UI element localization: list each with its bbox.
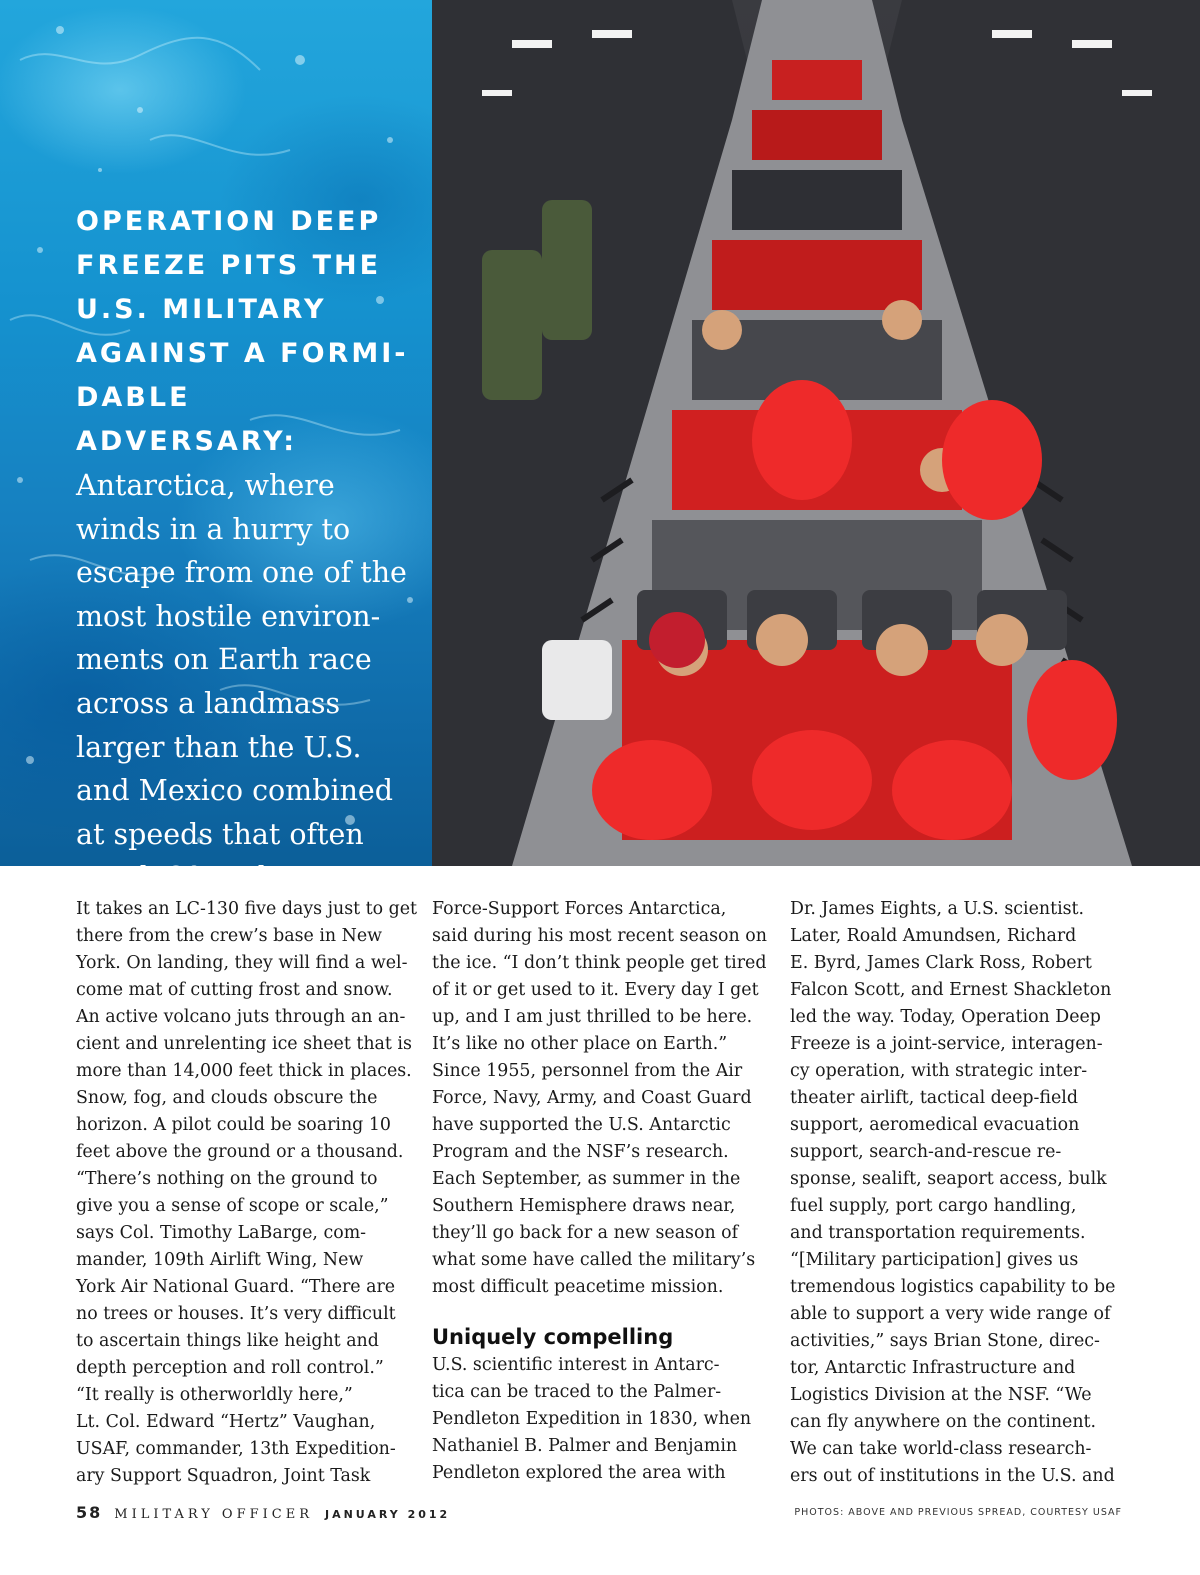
paragraph: It takes an LC-130 five days just to get there from the crew’s base in New York. On landing, they will find a wel- come mat of cutting frost and snow. An active volcano juts through an an- cient and unrelenting ice sheet that is more than 14,000 feet thick in places.: [76, 899, 418, 1081]
paragraph: U.S. scientific interest in Antarc- tica can be traced to the Palmer- Pendleton Expedition in 1830, when Nathaniel B. Palmer and Benjamin Pendleton explored the area with: [432, 1355, 752, 1483]
paragraph: Since 1955, personnel from the Air Force, Navy, Army, and Coast Guard have supported the U.S. Antarctic Program and the NSF’s research. Each September, as summer in the Southern Hemisphere draws near, they’ll go back for a new season of what some have called the military’s most difficult peacetime mission.: [432, 1061, 756, 1297]
paragraph: Snow, fog, and clouds obscure the horizon. A pilot could be soaring 10 feet above the ground or a thousand. “There’s nothing on the ground to give you a sense of scope or scale,” says Col. Timothy LaBarge, com- mander, 109th Airlift Wing, New York Air National Guard. “There are no trees or houses. It’s very difficult to ascertain things like height and depth perception and roll control.”: [76, 1088, 404, 1378]
article-column-2: [432, 896, 774, 1487]
paragraph: “[Military participation] gives us tremendous logistics capability to be able to support a very wide range of activities,” says Brian Stone, direc- tor, Antarctic Infrastructure and Logistics Division at the NSF. “We can fly anywhere on the continent. We can take world-class research- ers out of institutions in the U.S. and: [790, 1250, 1116, 1486]
issue-date: JANUARY 2012: [325, 1508, 451, 1521]
section-subhead: Uniquely compelling: [432, 1325, 674, 1349]
deck-headline: OPERATION DEEP FREEZE PITS THE U.S. MILITARY AGAINST A FORMI- DABLE ADVERSARY:: [76, 206, 409, 457]
cabin-illustration-icon: [432, 0, 1200, 866]
paragraph: Force-Support Forces Antarctica, said during his most recent season on the ice. “I don’t think people get tired of it or get used to it. Every day I get up, and I am just thrilled to be here. It’s like no other place on Earth.”: [432, 899, 767, 1054]
paragraph: Dr. James Eights, a U.S. scientist. Later, Roald Amundsen, Richard E. Byrd, James Clark Ross, Robert Falcon Scott, and Ernest Shackleton led the way. Today, Operation Deep Freeze is a joint-service, interagen- cy operation, with strategic inter- theater airlift, tactical deep-field support, aeromedical evacuation support, search-and-rescue re- sponse, sealift, seaport access, bulk fuel supply, port cargo handling, and transportation requirements.: [790, 899, 1112, 1243]
article-column-3: [790, 896, 1132, 1490]
page-footer: [76, 1503, 450, 1522]
aircraft-cabin-photo: [432, 0, 1200, 866]
photo-credit: PHOTOS: ABOVE AND PREVIOUS SPREAD, COURTESY USAF: [794, 1507, 1122, 1518]
page-number: 58: [76, 1503, 103, 1522]
magazine-name: MILITARY OFFICER: [114, 1507, 313, 1522]
deck-body: Antarctica, where winds in a hurry to escape from one of the most hostile environ- ments on Earth race across a landmass larger than the U.S. and Mexico combined at speeds that often reach 80 mph.: [76, 469, 407, 895]
article-column-1: [76, 896, 418, 1490]
paragraph: “It really is otherworldly here,” Lt. Col. Edward “Hertz” Vaughan, USAF, commander, 13th Expedition- ary Support Squadron, Joint Task: [76, 1385, 396, 1486]
deck-text: [76, 200, 416, 900]
ice-background: [0, 0, 432, 895]
